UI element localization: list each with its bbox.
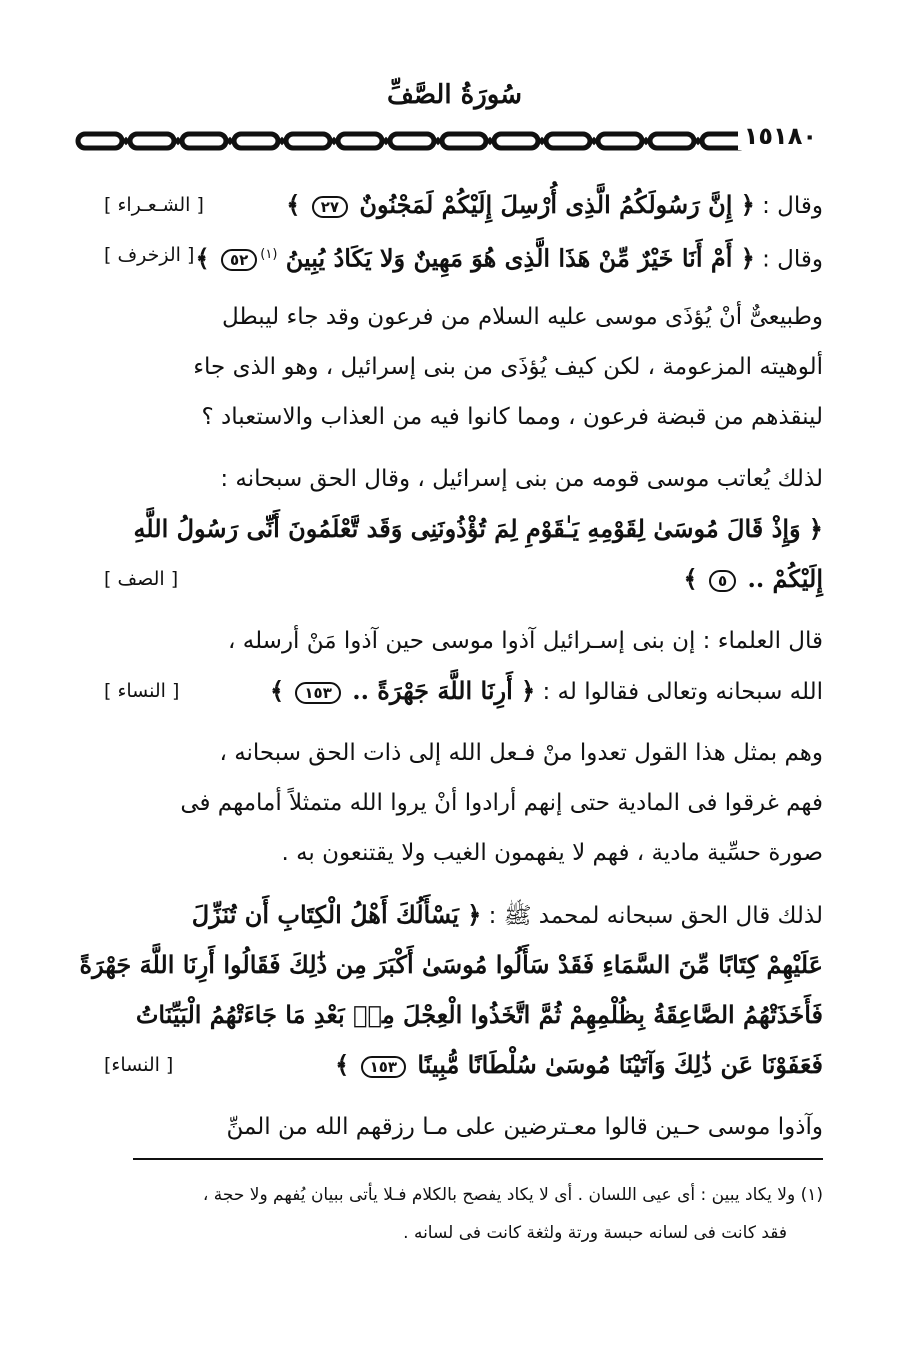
quran-verse: إِلَيْكُمْ ..: [739, 564, 823, 593]
footnotes: [100, 1176, 823, 1252]
main-text: [79, 180, 823, 1152]
paragraph-gap: [104, 280, 823, 292]
ayah-number: ١٥٣: [295, 682, 340, 704]
quran-verse: ﴿ أَرِنَا اللَّهَ جَهْرَةً ..: [343, 676, 536, 705]
text-line: [104, 1040, 823, 1090]
footnote-1-continuation: فقد كانت فى لسانه حبسة ورتة ولثغة كانت فى لسانه .: [403, 1223, 787, 1243]
ayah-number: ١٥٣: [361, 1056, 406, 1078]
footnote-1: (١) ولا يكاد يبين : أى عيى اللسان . أى لا يكاد يفصح بالكلام فـلا يأتى ببيان يُفهم ولا حجة ،: [202, 1185, 823, 1205]
chain-link: [286, 134, 330, 148]
chain-ornament-divider: [74, 128, 834, 154]
text-line: [104, 180, 823, 230]
text-line: [104, 828, 823, 878]
prose-text: ألوهيته المزعومة ، لكن كيف يُؤذَى من بنى إسرائيل ، وهو الذى جاء: [193, 354, 823, 380]
text-line: [104, 990, 823, 1040]
chain-link: [442, 134, 486, 148]
quran-verse: فَعَفَوْنَا عَن ذَٰلِكَ وَآتَيْنَا مُوسَىٰ سُلْطَانًا مُّبِينًا: [409, 1050, 823, 1079]
text-line: [104, 554, 823, 604]
quran-verse: فَأَخَذَتْهُمُ الصَّاعِقَةُ بِظُلْمِهِمْ ثُمَّ اتَّخَذُوا الْعِجْلَ مِنۢ بَعْدِ مَا جَاءَتْهُمُ الْبَيِّنَاتُ: [135, 1000, 823, 1029]
verse-close-bracket: ﴾: [683, 564, 706, 593]
chain-link: [390, 134, 434, 148]
prose-text: صورة حسِّية مادية ، فهم لا يفهمون الغيب ولا يقتنعون به .: [281, 840, 823, 866]
chain-link: [78, 134, 122, 148]
verse-close-bracket: ﴾: [269, 676, 293, 705]
chain-link: [650, 134, 694, 148]
chain-link: [494, 134, 538, 148]
paragraph-gap: [104, 604, 823, 616]
prose-text: وآذوا موسى حـين قالوا معـترضين على مـا رزقهم الله من المنِّ: [226, 1114, 823, 1140]
chain-link: [182, 134, 226, 148]
prose-text: قال العلماء : إن بنى إسـرائيل آذوا موسى حين آذوا مَنْ أرسله ،: [228, 628, 823, 654]
text-line: [104, 292, 823, 342]
footnote-divider: [133, 1158, 823, 1160]
ayah-number: ٥: [709, 570, 736, 592]
quran-verse: ﴿ يَسْأَلُكَ أَهْلُ الْكِتَابِ أَن تُنَزِّلَ: [191, 900, 482, 929]
prose-text: الله سبحانه وتعالى فقالوا له :: [535, 679, 823, 705]
paragraph-gap: [104, 878, 823, 890]
text-line: [104, 504, 823, 554]
prose-text: وقال :: [754, 246, 823, 273]
sura-reference: [ الشـعـراء ]: [104, 194, 204, 216]
prose-text: لذلك قال الحق سبحانه لمحمد ﷺ :: [481, 903, 823, 929]
verse-close-bracket: ﴾: [195, 243, 218, 273]
footnote-marker: (١): [260, 247, 278, 262]
sura-reference: [ النساء ]: [104, 680, 180, 702]
text-line: [104, 230, 823, 280]
prose-text: فهم غرقوا فى المادية حتى إنهم أرادوا أنْ يروا الله متمثلاً أمامهم فى: [180, 790, 823, 816]
quran-verse: ﴿ وَإِذْ قَالَ مُوسَىٰ لِقَوْمِهِ يَـٰقَوْمِ لِمَ تُؤْذُونَنِى وَقَد تَّعْلَمُونَ أَنِّى رَسُولُ اللَّهِ: [133, 514, 823, 543]
ayah-number: ٢٧: [312, 196, 348, 218]
text-line: [104, 616, 823, 666]
quran-verse: ﴿ أَمْ أَنَا خَيْرٌ مِّنْ هَذَا الَّذِى هُوَ مَهِينٌ وَلا يَكَادُ يُبِينُ: [277, 243, 755, 273]
text-line: [104, 778, 823, 828]
text-line: [104, 392, 823, 442]
paragraph-gap: [104, 442, 823, 454]
text-line: [104, 1102, 823, 1152]
verse-close-bracket: ﴾: [286, 190, 309, 219]
verse-close-bracket: ﴾: [335, 1050, 358, 1079]
quran-verse: عَلَيْهِمْ كِتَابًا مِّنَ السَّمَاءِ فَقَدْ سَأَلُوا مُوسَىٰ أَكْبَرَ مِن ذَٰلِكَ فَقَالُوا أَرِنَا اللَّهَ جَهْرَةً: [79, 950, 823, 979]
prose-text: وهم بمثل هذا القول تعدوا منْ فـعل الله إلى ذات الحق سبحانه ،: [219, 740, 823, 766]
paragraph-gap: [104, 716, 823, 728]
text-line: [79, 940, 823, 990]
page-number: ١٥١٨٠: [738, 122, 823, 150]
chain-link: [234, 134, 278, 148]
ayah-number: ٥٢: [221, 249, 257, 271]
text-line: [104, 728, 823, 778]
prose-text: لينقذهم من قبضة فرعون ، ومما كانوا فيه من العذاب والاستعباد ؟: [201, 404, 823, 430]
prose-text: وطبيعىٌّ أنْ يُؤذَى موسى عليه السلام من فرعون وقد جاء ليبطل: [221, 304, 823, 330]
text-line: [104, 890, 823, 940]
chain-link: [598, 134, 642, 148]
chain-link: [338, 134, 382, 148]
sura-title: سُورَةُ الصَّفِّ: [386, 80, 523, 110]
prose-text: لذلك يُعاتب موسى قومه من بنى إسرائيل ، وقال الحق سبحانه :: [220, 466, 823, 492]
prose-text: وقال :: [754, 193, 823, 219]
sura-reference: [ الصف ]: [104, 568, 179, 590]
text-line: [104, 666, 823, 716]
text-line: [104, 342, 823, 392]
chain-link: [130, 134, 174, 148]
sura-reference: [ الزخرف ]: [104, 244, 195, 266]
sura-reference: [ النساء]: [104, 1054, 174, 1076]
chain-link: [546, 134, 590, 148]
paragraph-gap: [104, 1090, 823, 1102]
quran-verse: ﴿ إِنَّ رَسُولَكُمُ الَّذِى أُرْسِلَ إِلَيْكُمْ لَمَجْنُونٌ: [351, 190, 755, 219]
text-line: [104, 454, 823, 504]
